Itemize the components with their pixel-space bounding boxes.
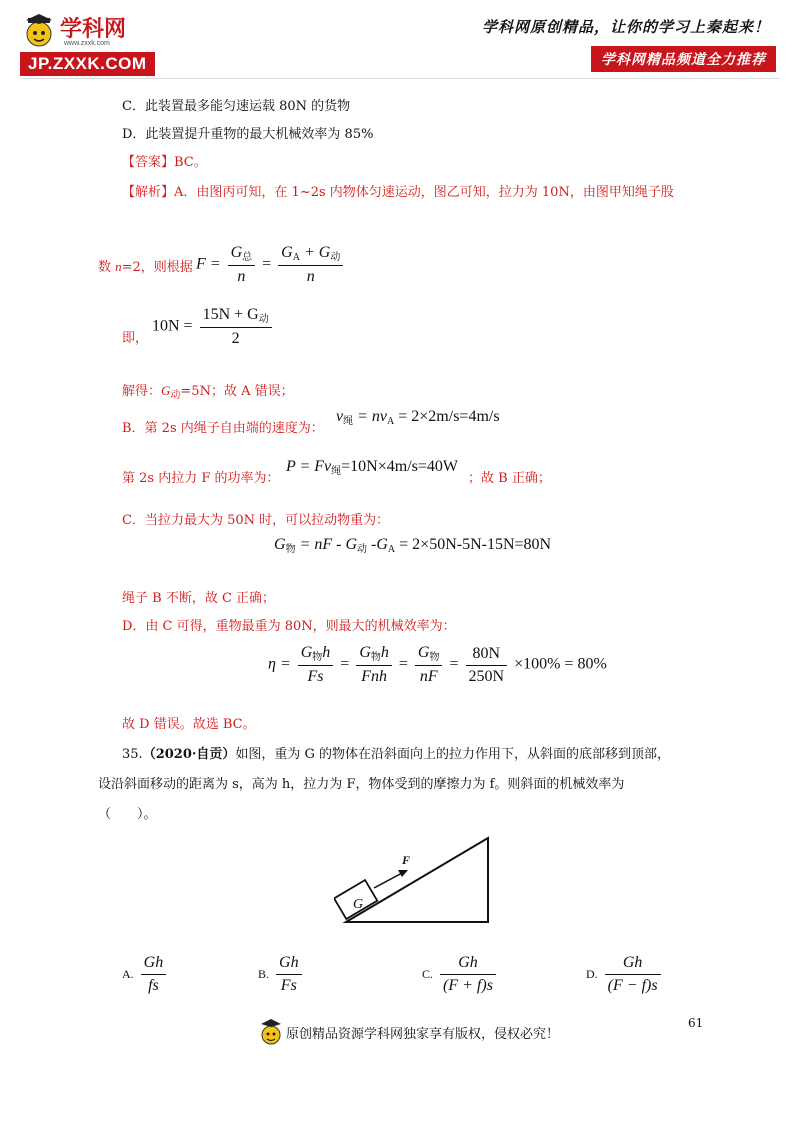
eq5-rest-sub: 动: [357, 544, 368, 555]
header-slogan: 学科网原创精品，让你的学习上秦起来！: [481, 18, 770, 36]
d-wrong-line: 故 D 错误。故选 BC。: [122, 717, 256, 732]
eq6-f1-den: Fs: [307, 668, 324, 685]
eq3-lhs-sub: 绳: [343, 416, 354, 427]
page-number: 61: [688, 1016, 704, 1030]
eq2-den: 2: [231, 330, 240, 347]
ji-line: 即，: [122, 331, 149, 346]
logo-cn: 学科网: [60, 17, 127, 42]
eq1-f2-plus: + G: [299, 244, 331, 261]
power-line: 第 2s 内拉力 F 的功率为：: [122, 471, 280, 486]
eq4-lhs-sub: 绳: [331, 466, 342, 477]
eq2-frac: [200, 306, 272, 348]
eq3-rest: = nv: [353, 408, 388, 425]
eq6-f2-sub: 物: [370, 652, 381, 663]
eq6-f2-num: G: [359, 644, 371, 661]
b-line: B．第 2s 内绳子自由端的速度为：: [122, 421, 324, 436]
choice-c-num: Gh: [440, 954, 496, 975]
footer-copyright: 原创精品资源学科网独家享有版权，侵权必究！: [286, 1027, 560, 1042]
incline-figure: [334, 832, 514, 932]
eq6-f4-den: 250N: [468, 667, 505, 685]
eq2-num-sub: 动: [258, 314, 269, 325]
choice-d-frac: [605, 954, 661, 995]
eq1-f2-sub: A: [292, 252, 300, 263]
eq6-f1-h: h: [322, 644, 331, 661]
question-35-line-1: [122, 746, 670, 764]
answer-line: 【答案】BC。: [122, 155, 207, 170]
header-divider: [20, 78, 780, 79]
jiede-prefix: 解得：: [122, 384, 162, 399]
c-line: C．当拉力最大为 50N 时，可以拉动物重为：: [122, 513, 390, 528]
equation-3: [336, 408, 500, 427]
eq1-f2-num: G: [281, 244, 293, 261]
eq5-value: = 2×50N-5N-15N=80N: [395, 536, 552, 553]
rope-line: 绳子 B 不断，故 C 正确；: [122, 591, 276, 606]
choice-b: [258, 954, 305, 995]
jiede-rest: =5N；故 A 错误；: [180, 384, 294, 399]
eq3-rest-sub: A: [387, 416, 395, 427]
eq6-f1-sub: 物: [312, 652, 323, 663]
eq6-f2-den: Fnh: [361, 668, 387, 685]
choice-b-den: Fs: [280, 977, 297, 994]
eq6-tail: ×100% = 80%: [514, 655, 607, 673]
force-arrow: [374, 872, 404, 888]
eq5-rest2: -G: [367, 536, 388, 553]
eq6-f3-den: nF: [419, 668, 438, 685]
jiede-var: G: [161, 383, 171, 398]
equation-5: [274, 536, 551, 555]
footer-mascot-icon: [258, 1018, 284, 1048]
choice-a-num: Gh: [141, 954, 167, 975]
logo-url-badge: JP.ZXXK.COM: [20, 52, 155, 76]
eq2-lhs: 10N =: [152, 317, 193, 335]
mascot-icon: [22, 12, 56, 52]
option-d: D．此装置提升重物的最大机械效率为 85%: [122, 127, 374, 142]
eq4-lhs: P = Fv: [286, 458, 332, 475]
equation-6: η = $\frac{G_物h}{Fs}$ = $\frac{G_物h}{\text{Fnh}}$ = $\frac{G_物}{nF}$ = $\frac{80N}{250N}$ ×100% = 80%: [268, 644, 607, 685]
eq1-f2-den: n: [306, 268, 315, 285]
eq6-f3-num: G: [417, 644, 430, 661]
eq5-lhs-sub: 物: [285, 544, 296, 555]
jiede-sub: 动: [170, 390, 181, 401]
eq6-f4-num: 80N: [466, 645, 508, 666]
eq5-rest2-sub: A: [387, 544, 396, 555]
eq6-frac-3: [415, 644, 443, 686]
choice-a: [122, 954, 169, 995]
choice-c-frac: [440, 954, 496, 995]
choice-b-frac: [276, 954, 302, 995]
force-arrowhead: [398, 870, 408, 877]
eq6-frac-1: [298, 644, 334, 686]
choice-b-letter: B.: [258, 967, 270, 982]
choice-d-letter: D.: [586, 967, 598, 982]
choice-a-den: fs: [148, 977, 159, 994]
logo-small-url: www.zxxk.com: [64, 40, 110, 47]
incline-triangle: [346, 838, 488, 922]
eq5-lhs: G: [274, 536, 286, 553]
question-35-line-2: 设沿斜面移动的距离为 s，高为 h，拉力为 F，物体受到的摩擦力为 f。则斜面的机械效率为: [98, 777, 625, 792]
choice-d-num: Gh: [605, 954, 661, 975]
shu-n-prefix: 数: [98, 260, 116, 275]
eq1-frac-1: [228, 244, 256, 286]
shu-n-rest: =2，则根据: [121, 260, 193, 275]
header-channel: 学科网精品频道全力推荐: [591, 46, 776, 72]
eq6-frac-4: [466, 645, 508, 686]
eq1-f1-num: G: [230, 244, 243, 261]
choice-d: [586, 954, 664, 995]
block-label: G: [353, 897, 364, 912]
choice-a-letter: A.: [122, 967, 134, 982]
q35-source: （2020·自贡）: [142, 747, 236, 762]
eq3-lhs: v: [336, 408, 344, 425]
eq6-frac-2: [356, 644, 392, 686]
header-logo: [20, 10, 170, 72]
q35-text-1: 如图，重为 G 的物体在沿斜面向上的拉力作用下，从斜面的底部移到顶部，: [235, 747, 671, 762]
choice-a-frac: [141, 954, 167, 995]
eq3-value: = 2×2m/s=4m/s: [394, 408, 500, 425]
shu-n-var: n: [115, 259, 122, 274]
eq1-f1-den: n: [237, 268, 246, 285]
eq2-num: 15N + G: [202, 306, 259, 323]
eq4-value: =10N×4m/s=40W: [341, 458, 458, 475]
equation-4: [286, 458, 458, 477]
jiede-line: [122, 382, 294, 405]
option-c: C．此装置最多能匀速运载 80N 的货物: [122, 99, 351, 114]
choice-d-den: (F − f)s: [607, 977, 658, 994]
analysis-tag: 【解析】: [122, 185, 175, 200]
force-label: F: [402, 853, 411, 867]
analysis-a-text: A．由图丙可知，在 1~2s 内物体匀速运动，图乙可知，拉力为 10N，由图甲知绳子股: [174, 185, 674, 200]
shu-n-line: [98, 258, 193, 277]
eq6-f2-h: h: [380, 644, 389, 661]
q35-number: 35.: [122, 747, 143, 762]
choice-c-den: (F + f)s: [443, 977, 493, 994]
equation-1: F = $\frac{G_总}{n}$ = $\frac{G_A + G_动}{n}$: [196, 244, 346, 286]
choice-b-num: Gh: [276, 954, 302, 975]
eq6-f3-sub: 物: [429, 652, 440, 663]
analysis-line-a: [122, 184, 674, 202]
b-correct: ；故 B 正确；: [468, 471, 551, 486]
eq5-rest: = nF - G: [295, 536, 358, 553]
eq1-frac-2: [278, 244, 343, 286]
eq1-f2-plus-sub: 动: [330, 252, 341, 263]
choice-c: [422, 954, 499, 995]
eq6-eta: η =: [268, 655, 291, 673]
d-line: D．由 C 可得，重物最重为 80N，则最大的机械效率为：: [122, 619, 456, 634]
choice-c-letter: C.: [422, 967, 434, 982]
eq1-lhs: F =: [196, 255, 221, 273]
eq6-f1-num: G: [300, 644, 313, 661]
eq1-f1-sub: 总: [242, 252, 253, 263]
equation-2: [152, 306, 275, 348]
question-35-paren: （ ）。: [98, 807, 157, 822]
